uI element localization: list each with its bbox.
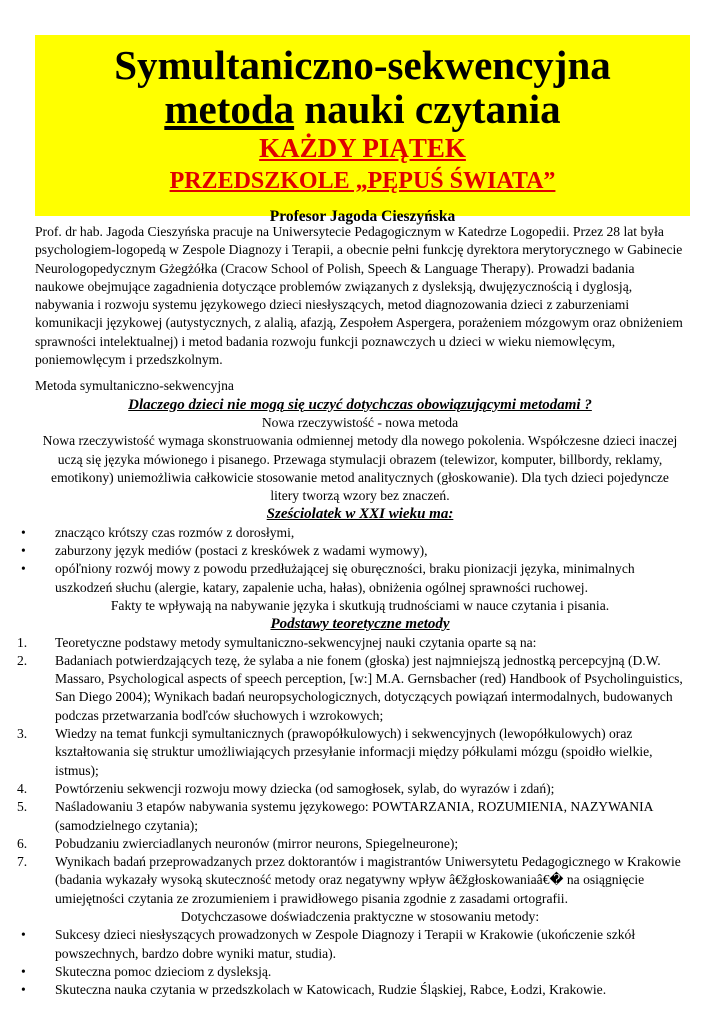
list-text: Teoretyczne podstawy metody symultaniczno-sekwencyjnej nauki czytania oparte są na: — [55, 634, 537, 650]
basis-heading: Podstawy teoretyczne metody — [270, 616, 450, 633]
list-item — [17, 798, 685, 835]
list-item — [17, 652, 685, 725]
bio-paragraph: Prof. dr hab. Jagoda Cieszyńska pracuje na Uniwersytecie Pedagogicznym w Katedrze Logopedii. Przez 28 lat była psychologiem-logopedą w Zespole Diagnozy i Terapii, a obecnie pełni funkcję dyrektora merytorycznego w Gabinecie Neurologopedycznym Gżegżółka (Cracow School of Polish, Speech & Language Therapy). Prowadzi badania naukowe obejmujące zagadnienia dotyczące problemów związanych z dysleksją, dwujęzycznością i dyglosją, nabywania i rozwoju systemu językowego dzieci niesłyszących, metod diagnozowania dzieci z zaburzeniami komunikacji językowej (autystycznych, z alalią, afazją, Zespołem Aspergera, porażeniem mózgowym oraz obniżeniem sprawności intelektualnej) i metod badania rozwoju funkcji poznawczych u dzieci w wieku niemowlęcym, poniemowlęcym i przedszkolnym. — [35, 224, 683, 368]
list-text: Powtórzeniu sekwencji rozwoju mowy dziecka (od samogłosek, sylab, do wyrazów i zdań); — [55, 780, 555, 796]
basis-list — [17, 634, 685, 908]
document-body — [17, 224, 685, 999]
list-text: Badaniach potwierdzających tezę, że sylaba a nie fonem (głoska) jest najmniejszą jednostką percepcyjną (D.W. Massaro, Psychological aspects of speech perception, [w:] M.A. Gernsbacher (red) Handbook of Psycholinguistics, San Diego 2004); Wynikach badań neuropsychologicznych, dotyczących powiązań intermodalnych, budowanych podczas przetwarzania bodľców słuchowych i wzrokowych; — [55, 652, 683, 723]
list-item — [17, 853, 685, 908]
list-number: 6. — [17, 835, 28, 851]
experience-title: Dotychczasowe doświadczenia praktyczne w stosowaniu metody: — [180, 908, 540, 924]
list-item: • opóľniony rozwój mowy z powodu przedłużającej się oburęczności, braku pionizacji języka, minimalnych uszkodzeń słuchu (alergie, katary, zapalenie ucha, hałas), obniżenia ogólnej sprawności ruchowej. — [35, 560, 685, 597]
six-year-old-list — [35, 524, 685, 597]
list-item — [17, 725, 685, 780]
list-number: 7. — [17, 854, 28, 870]
question-heading: Dlaczego dzieci nie mogą się uczyć dotychczas obowiązującymi metodami ? — [128, 396, 592, 413]
list-text: Pobudzaniu zwierciadlanych neuronów (mirror neurons, Spiegelneurone); — [55, 835, 459, 851]
list-item: • zaburzony język mediów (postaci z kreskówek z wadami wymowy), — [35, 542, 685, 560]
list-item — [17, 780, 685, 798]
list-item: • Skuteczna nauka czytania w przedszkolach w Katowicach, Rudzie Śląskiej, Rabce, Łodzi, Krakowie. — [35, 981, 685, 999]
list-number: 1. — [17, 634, 28, 650]
new-reality-title: Nowa rzeczywistość - nowa metoda — [261, 414, 459, 430]
experience-list — [35, 926, 685, 999]
method-label: Metoda symultaniczno-sekwencyjna — [35, 378, 234, 394]
list-text: Wiedzy na temat funkcji symultanicznych (prawopółkulowych) i sekwencyjnych (lewopółkulowych) oraz kształtowania się struktur umożliwiających przesyłanie informacji między półkulami mózgu (spoidło wielkie, istmus); — [55, 726, 653, 778]
list-item — [17, 634, 685, 652]
facts-paragraph: Fakty te wpływają na nabywanie języka i skutkują trudnościami w nauce czytania i pisania. — [110, 597, 610, 613]
title-line-1: Symultaniczno-sekwencyjna — [114, 42, 611, 88]
subtitle-kindergarten: PRZEDSZKOLE „PĘPUŚ ŚWIATA” — [169, 168, 556, 194]
list-item: • Sukcesy dzieci niesłyszących prowadzonych w Zespole Diagnozy i Terapii w Krakowie (ukończenie szkół powszechnych, bardzo dobre wyniki matur, studia). — [35, 926, 685, 963]
list-text: Naśladowaniu 3 etapów nabywania systemu językowego: POWTARZANIA, ROZUMIENIA, NAZYWANIA (samodzielnego czytania); — [55, 799, 653, 833]
title-underlined-word: metoda — [164, 86, 295, 132]
list-number: 4. — [17, 780, 28, 796]
list-item: • znacząco krótszy czas rozmów z dorosłymi, — [35, 524, 685, 542]
list-number: 5. — [17, 799, 28, 815]
list-item — [17, 835, 685, 853]
subtitle-schedule: KAŻDY PIĄTEK — [259, 133, 466, 163]
title-banner — [35, 35, 690, 216]
list-number: 2. — [17, 652, 28, 668]
title-line-2-rest: nauki czytania — [294, 86, 561, 132]
list-number: 3. — [17, 726, 28, 742]
new-reality-paragraph: Nowa rzeczywistość wymaga skonstruowania odmiennej metody dla nowego pokolenia. Współczesne dzieci inaczej uczą się języka mówionego i pisanego. Przewaga stymulacji obrazem (telewizor, komputer, billbordy, reklamy, emotikony) uniemożliwia całkowicie stosowanie metod analitycznych (głoskowanie). Dla tych dzieci pojedyncze litery tworzą wzory bez znaczeń. — [42, 433, 678, 504]
list-item: • Skuteczna pomoc dzieciom z dysleksją. — [35, 963, 685, 981]
title-line-2 — [35, 87, 690, 131]
author-name: Profesor Jagoda Cieszyńska — [269, 208, 456, 225]
list-text: Wynikach badań przeprowadzanych przez doktorantów i magistrantów Uniwersytetu Pedagogicznego w Krakowie (badania wykazały wysoką skuteczność metody oraz negatywny wpływ â€žgłoskowaniaâ€� na osiągnięcie umiejętności czytania ze zrozumieniem i prawidłowego pisania zgodnie z zasadami ortografii. — [55, 854, 681, 906]
six-year-old-heading: Sześciolatek w XXI wieku ma: — [266, 506, 454, 523]
